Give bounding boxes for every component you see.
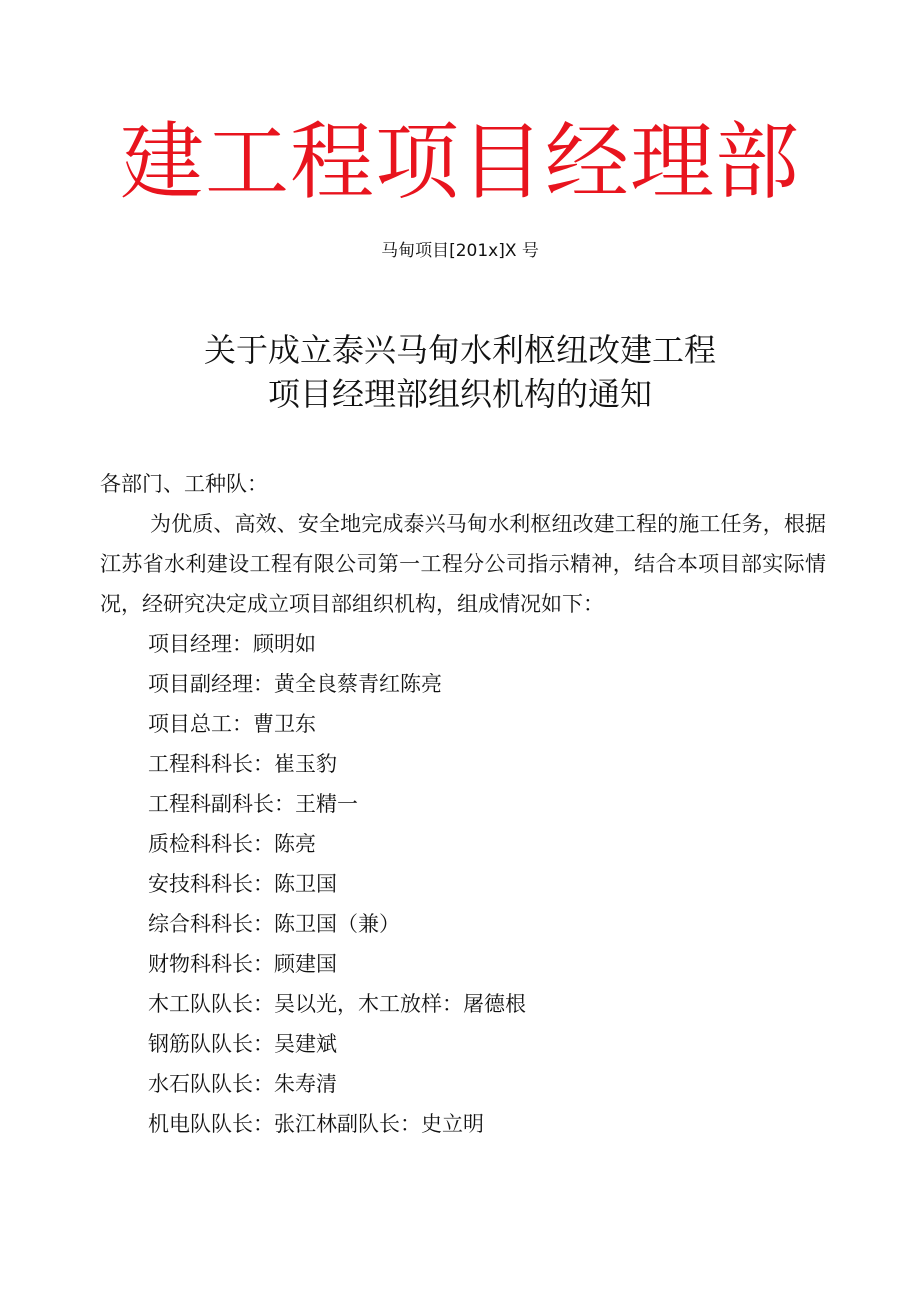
- body-paragraph: 为优质、高效、安全地完成泰兴马甸水利枢纽改建工程的施工任务，根据江苏省水利建设工程有限公司第一工程分公司指示精神，结合本项目部实际情况，经研究决定成立项目部组织机构，组成情况如下：: [100, 512, 826, 616]
- roster-line: 水石队队长：朱寿清: [148, 1072, 337, 1096]
- document-number: 马甸项目[201x]X 号: [381, 241, 539, 261]
- roster-line: 工程科副科长：王精一: [148, 792, 358, 816]
- roster-line: 财物科科长：顾建国: [148, 952, 337, 976]
- roster-line: 质检科科长：陈亮: [148, 832, 316, 856]
- notice-title-line-2: 项目经理部组织机构的通知: [267, 375, 652, 413]
- roster-line: 项目总工：曹卫东: [148, 712, 316, 736]
- salutation: 各部门、工种队：: [100, 472, 268, 496]
- roster-list: [148, 624, 826, 1144]
- roster-line: 项目经理：顾明如: [148, 632, 316, 656]
- notice-title-line-1: 关于成立泰兴马甸水利枢纽改建工程: [203, 331, 716, 369]
- roster-line: 木工队队长：吴以光，木工放样：屠德根: [148, 992, 526, 1016]
- roster-line: 钢筋队队长：吴建斌: [148, 1032, 337, 1056]
- roster-line: 机电队队长：张江林副队长：史立明: [148, 1112, 484, 1136]
- roster-line: 工程科科长：崔玉豹: [148, 752, 337, 776]
- letterhead-title: 建工程项目经理部: [119, 113, 800, 211]
- notice-title: [0, 328, 920, 416]
- roster-line: 综合科科长：陈卫国（兼）: [148, 912, 400, 936]
- roster-line: 安技科科长：陈卫国: [148, 872, 337, 896]
- notice-body: [100, 464, 826, 1144]
- roster-line: 项目副经理：黄全良蔡青红陈亮: [148, 672, 442, 696]
